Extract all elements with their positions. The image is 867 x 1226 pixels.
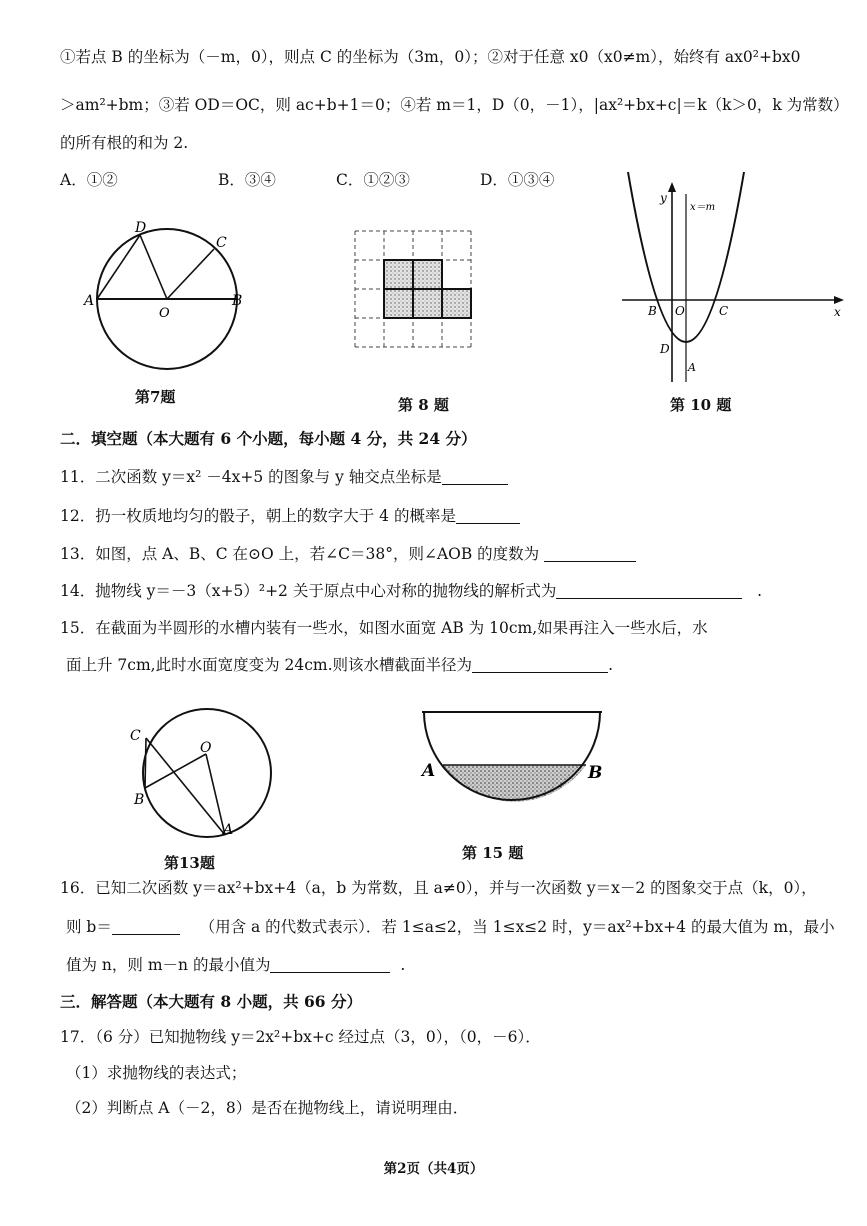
q12-text: 12．扔一枚质地均匀的骰子，朝上的数字大于 4 的概率是: [60, 507, 456, 525]
fig7-caption: 第7题: [135, 388, 176, 406]
q16-text-line3: 值为 n，则 m－n 的最小值为: [66, 956, 271, 974]
question-17: 17．（6 分）已知抛物线 y＝2x²+bx+c 经过点（3，0），（0，－6）．: [60, 1028, 541, 1046]
q10-option-c: C．①②③: [336, 171, 410, 189]
q17-part2: （2）判断点 A（－2，8）是否在抛物线上，请说明理由．: [66, 1099, 469, 1117]
figure-10-parabola: [612, 170, 852, 388]
figure-7-circle: [80, 215, 255, 375]
q13-answer-blank: [544, 545, 636, 562]
fig7-label-d: D: [135, 220, 147, 236]
q17-part1: （1）求抛物线的表达式；: [66, 1064, 247, 1082]
question-14: [60, 580, 827, 602]
fig13-label-b: B: [134, 792, 145, 808]
q10-statement-line1: ①若点 B 的坐标为（－m，0），则点 C 的坐标为（3m，0）；②对于任意 x0（x0≠m），始终有 ax0²+bx0: [60, 48, 801, 66]
q15-line1: 15．在截面为半圆形的水槽内装有一些水，如图水面宽 AB 为 10cm,如果再注入一些水后，水: [60, 619, 708, 637]
fig15-label-b: B: [588, 763, 603, 783]
q10-option-a: A．①②: [60, 171, 118, 189]
question-13: [60, 543, 827, 565]
fig8-caption: 第 8 题: [398, 396, 449, 414]
q10-option-b: B．③④: [218, 171, 276, 189]
fig10-label-c: C: [719, 304, 729, 318]
q16-text-line2a: 则 b＝: [66, 918, 112, 936]
question-16-line2: [66, 916, 835, 938]
question-11: [60, 466, 827, 488]
fig10-label-a: A: [688, 361, 696, 374]
q10-option-d: D．①③④: [480, 171, 555, 189]
q16-end: .: [400, 956, 406, 974]
fig10-label-o: O: [675, 304, 685, 318]
q15-end: .: [608, 656, 613, 674]
q11-answer-blank: [442, 468, 508, 485]
q11-text: 11．二次函数 y＝x² －4x+5 的图象与 y 轴交点坐标是: [60, 468, 442, 486]
q16-text-line2b: （用含 a 的代数式表示）．若 1≤a≤2，当 1≤x≤2 时，y＝ax²+bx+4 的最大值为 m，最小: [199, 918, 835, 936]
fig13-label-a: A: [223, 822, 234, 838]
fig10-label-x: x: [834, 305, 841, 319]
q14-end: .: [757, 582, 763, 600]
q10-statement-line3: 的所有根的和为 2.: [60, 134, 189, 152]
q14-answer-blank: [556, 582, 742, 599]
q10-statement-line2: ＞am²+bm；③若 OD＝OC，则 ac+b+1＝0；④若 m＝1，D（0，－1），|ax²+bx+c|＝k（k＞0，k 为常数）: [60, 96, 849, 114]
q15-answer-blank: [472, 656, 608, 673]
section2-heading: 二．填空题（本大题有 6 个小题，每小题 4 分，共 24 分）: [60, 429, 477, 448]
figure-15-trough: [412, 702, 612, 814]
fig7-label-o: O: [159, 306, 170, 321]
q16-b-answer-blank: [112, 918, 180, 935]
q15-text-line2: 面上升 7cm,此时水面宽度变为 24cm.则该水槽截面半径为: [66, 656, 473, 674]
q14-text: 14．抛物线 y＝－3（x+5）²+2 关于原点中心对称的抛物线的解析式为: [60, 582, 557, 600]
fig10-label-y: y: [660, 191, 667, 205]
fig10-label-b: B: [648, 304, 657, 318]
figure-13-circle: [122, 698, 282, 846]
fig10-label-axis-m: x＝m: [690, 202, 716, 213]
page-footer: 第2页（共4页）: [383, 1161, 484, 1177]
fig15-caption: 第 15 题: [462, 844, 524, 862]
q12-answer-blank: [456, 507, 520, 524]
fig15-label-a: A: [422, 761, 436, 781]
fig7-label-a: A: [84, 293, 95, 309]
q16-min-answer-blank: [270, 956, 390, 973]
fig13-caption: 第13题: [164, 854, 215, 872]
q16-line1: 16．已知二次函数 y＝ax²+bx+4（a，b 为常数，且 a≠0），并与一次函数 y＝x－2 的图象交于点（k，0），: [60, 879, 817, 897]
fig10-label-d: D: [660, 342, 670, 356]
fig13-label-o: O: [200, 740, 212, 756]
fig7-label-b: B: [232, 293, 243, 309]
question-12: [60, 505, 827, 527]
figure-8-grid: [350, 226, 478, 354]
fig7-label-c: C: [216, 235, 227, 251]
question-15-line2: [66, 654, 827, 676]
question-16-line3: [66, 954, 827, 976]
fig10-caption: 第 10 题: [670, 396, 732, 414]
q13-text: 13．如图，点 A、B、C 在⊙O 上，若∠C＝38°，则∠AOB 的度数为: [60, 545, 540, 563]
fig13-label-c: C: [130, 728, 141, 744]
section3-heading: 三．解答题（本大题有 8 小题，共 66 分）: [60, 992, 362, 1011]
